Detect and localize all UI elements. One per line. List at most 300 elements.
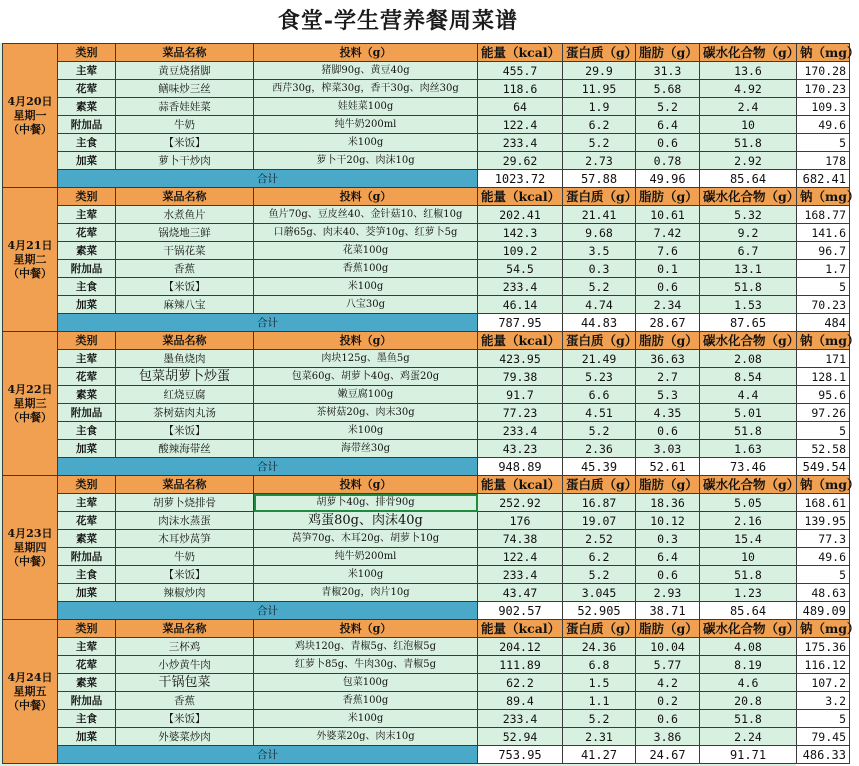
category-cell[interactable]: 加菜 (58, 584, 116, 602)
carbs-cell[interactable]: 2.4 (700, 98, 797, 116)
fat-cell[interactable]: 10.04 (636, 638, 700, 656)
protein-cell[interactable]: 2.31 (563, 728, 636, 746)
category-cell[interactable]: 素菜 (58, 386, 116, 404)
category-cell[interactable]: 主食 (58, 710, 116, 728)
fat-cell[interactable]: 5.3 (636, 386, 700, 404)
protein-cell[interactable]: 1.9 (563, 98, 636, 116)
category-cell[interactable]: 主荤 (58, 494, 116, 512)
sodium-cell[interactable]: 139.95 (797, 512, 850, 530)
energy-cell[interactable]: 455.7 (478, 62, 563, 80)
fat-cell[interactable]: 4.2 (636, 674, 700, 692)
dish-cell[interactable]: 【米饭】 (116, 278, 254, 296)
carbs-cell[interactable]: 13.1 (700, 260, 797, 278)
sodium-cell[interactable]: 3.2 (797, 692, 850, 710)
dish-cell[interactable]: 小炒黄牛肉 (116, 656, 254, 674)
fat-cell[interactable]: 3.86 (636, 728, 700, 746)
carbs-cell[interactable]: 51.8 (700, 278, 797, 296)
ingredients-cell[interactable]: 米100g (254, 134, 478, 152)
header-ingredients[interactable]: 投料（g） (254, 44, 478, 62)
header-ingredients[interactable]: 投料（g） (254, 332, 478, 350)
protein-cell[interactable]: 1.5 (563, 674, 636, 692)
ingredients-cell[interactable]: 胡萝卜40g、排骨90g (254, 494, 478, 512)
dish-cell[interactable]: 辣椒炒肉 (116, 584, 254, 602)
carbs-cell[interactable]: 6.7 (700, 242, 797, 260)
total-sodium[interactable]: 484 (797, 314, 850, 332)
energy-cell[interactable]: 233.4 (478, 566, 563, 584)
dish-cell[interactable]: 外婆菜炒肉 (116, 728, 254, 746)
ingredients-cell[interactable]: 纯牛奶200ml (254, 116, 478, 134)
total-label[interactable]: 合计 (58, 170, 478, 188)
sodium-cell[interactable]: 95.6 (797, 386, 850, 404)
header-fat[interactable]: 脂肪（g） (636, 188, 700, 206)
fat-cell[interactable]: 0.6 (636, 422, 700, 440)
ingredients-cell[interactable]: 青椒20g，肉片10g (254, 584, 478, 602)
fat-cell[interactable]: 36.63 (636, 350, 700, 368)
energy-cell[interactable]: 233.4 (478, 710, 563, 728)
fat-cell[interactable]: 0.6 (636, 134, 700, 152)
sodium-cell[interactable]: 5 (797, 422, 850, 440)
fat-cell[interactable]: 6.4 (636, 116, 700, 134)
ingredients-cell[interactable]: 米100g (254, 710, 478, 728)
protein-cell[interactable]: 1.1 (563, 692, 636, 710)
sodium-cell[interactable]: 5 (797, 710, 850, 728)
energy-cell[interactable]: 79.38 (478, 368, 563, 386)
protein-cell[interactable]: 4.74 (563, 296, 636, 314)
fat-cell[interactable]: 0.6 (636, 710, 700, 728)
protein-cell[interactable]: 0.3 (563, 260, 636, 278)
dish-cell[interactable]: 【米饭】 (116, 422, 254, 440)
fat-cell[interactable]: 7.42 (636, 224, 700, 242)
carbs-cell[interactable]: 10 (700, 116, 797, 134)
category-cell[interactable]: 主荤 (58, 350, 116, 368)
carbs-cell[interactable]: 13.6 (700, 62, 797, 80)
total-energy[interactable]: 787.95 (478, 314, 563, 332)
fat-cell[interactable]: 6.4 (636, 548, 700, 566)
header-category[interactable]: 类别 (58, 332, 116, 350)
category-cell[interactable]: 素菜 (58, 530, 116, 548)
energy-cell[interactable]: 54.5 (478, 260, 563, 278)
carbs-cell[interactable]: 5.01 (700, 404, 797, 422)
sodium-cell[interactable]: 109.3 (797, 98, 850, 116)
carbs-cell[interactable]: 4.4 (700, 386, 797, 404)
energy-cell[interactable]: 91.7 (478, 386, 563, 404)
header-dish[interactable]: 菜品名称 (116, 620, 254, 638)
category-cell[interactable]: 附加品 (58, 692, 116, 710)
carbs-cell[interactable]: 2.16 (700, 512, 797, 530)
energy-cell[interactable]: 233.4 (478, 278, 563, 296)
sodium-cell[interactable]: 97.26 (797, 404, 850, 422)
energy-cell[interactable]: 252.92 (478, 494, 563, 512)
dish-cell[interactable]: 水煮鱼片 (116, 206, 254, 224)
header-category[interactable]: 类别 (58, 620, 116, 638)
category-cell[interactable]: 加菜 (58, 296, 116, 314)
sodium-cell[interactable]: 168.61 (797, 494, 850, 512)
fat-cell[interactable]: 4.35 (636, 404, 700, 422)
ingredients-cell[interactable]: 米100g (254, 278, 478, 296)
header-sodium[interactable]: 钠（mg） (797, 476, 850, 494)
ingredients-cell[interactable]: 纯牛奶200ml (254, 548, 478, 566)
dish-cell[interactable]: 牛奶 (116, 116, 254, 134)
carbs-cell[interactable]: 8.19 (700, 656, 797, 674)
energy-cell[interactable]: 52.94 (478, 728, 563, 746)
ingredients-cell[interactable]: 猪脚90g、黄豆40g (254, 62, 478, 80)
header-ingredients[interactable]: 投料（g） (254, 476, 478, 494)
energy-cell[interactable]: 111.89 (478, 656, 563, 674)
sodium-cell[interactable]: 48.63 (797, 584, 850, 602)
carbs-cell[interactable]: 15.4 (700, 530, 797, 548)
category-cell[interactable]: 主食 (58, 278, 116, 296)
total-label[interactable]: 合计 (58, 314, 478, 332)
sodium-cell[interactable]: 170.23 (797, 80, 850, 98)
header-protein[interactable]: 蛋白质（g） (563, 44, 636, 62)
header-category[interactable]: 类别 (58, 188, 116, 206)
protein-cell[interactable]: 6.2 (563, 116, 636, 134)
header-sodium[interactable]: 钠（mg） (797, 620, 850, 638)
total-sodium[interactable]: 549.54 (797, 458, 850, 476)
energy-cell[interactable]: 204.12 (478, 638, 563, 656)
energy-cell[interactable]: 109.2 (478, 242, 563, 260)
total-carbs[interactable]: 87.65 (700, 314, 797, 332)
header-fat[interactable]: 脂肪（g） (636, 620, 700, 638)
fat-cell[interactable]: 5.77 (636, 656, 700, 674)
carbs-cell[interactable]: 5.05 (700, 494, 797, 512)
ingredients-cell[interactable]: 红萝卜85g、牛肉30g、青椒5g (254, 656, 478, 674)
ingredients-cell[interactable]: 花菜100g (254, 242, 478, 260)
energy-cell[interactable]: 43.23 (478, 440, 563, 458)
dish-cell[interactable]: 锅烧地三鲜 (116, 224, 254, 242)
category-cell[interactable]: 素菜 (58, 674, 116, 692)
energy-cell[interactable]: 29.62 (478, 152, 563, 170)
ingredients-cell[interactable]: 茶树菇20g、肉末30g (254, 404, 478, 422)
total-protein[interactable]: 44.83 (563, 314, 636, 332)
fat-cell[interactable]: 0.2 (636, 692, 700, 710)
fat-cell[interactable]: 18.36 (636, 494, 700, 512)
protein-cell[interactable]: 6.6 (563, 386, 636, 404)
energy-cell[interactable]: 118.6 (478, 80, 563, 98)
dish-cell[interactable]: 墨鱼烧肉 (116, 350, 254, 368)
fat-cell[interactable]: 0.6 (636, 566, 700, 584)
energy-cell[interactable]: 62.2 (478, 674, 563, 692)
header-fat[interactable]: 脂肪（g） (636, 476, 700, 494)
category-cell[interactable]: 加菜 (58, 728, 116, 746)
protein-cell[interactable]: 21.41 (563, 206, 636, 224)
protein-cell[interactable]: 5.2 (563, 422, 636, 440)
fat-cell[interactable]: 10.61 (636, 206, 700, 224)
header-fat[interactable]: 脂肪（g） (636, 44, 700, 62)
protein-cell[interactable]: 11.95 (563, 80, 636, 98)
header-ingredients[interactable]: 投料（g） (254, 188, 478, 206)
ingredients-cell[interactable]: 香蕉100g (254, 260, 478, 278)
sodium-cell[interactable]: 79.45 (797, 728, 850, 746)
category-cell[interactable]: 主食 (58, 566, 116, 584)
sodium-cell[interactable]: 70.23 (797, 296, 850, 314)
protein-cell[interactable]: 4.51 (563, 404, 636, 422)
header-ingredients[interactable]: 投料（g） (254, 620, 478, 638)
fat-cell[interactable]: 10.12 (636, 512, 700, 530)
total-protein[interactable]: 45.39 (563, 458, 636, 476)
ingredients-cell[interactable]: 八宝30g (254, 296, 478, 314)
header-sodium[interactable]: 钠（mg） (797, 44, 850, 62)
header-carbs[interactable]: 碳水化合物（g） (700, 332, 797, 350)
carbs-cell[interactable]: 8.54 (700, 368, 797, 386)
ingredients-cell[interactable]: 鸡块120g、青椒5g、红泡椒5g (254, 638, 478, 656)
energy-cell[interactable]: 77.23 (478, 404, 563, 422)
sodium-cell[interactable]: 107.2 (797, 674, 850, 692)
total-protein[interactable]: 41.27 (563, 746, 636, 764)
category-cell[interactable]: 加菜 (58, 152, 116, 170)
carbs-cell[interactable]: 1.53 (700, 296, 797, 314)
energy-cell[interactable]: 202.41 (478, 206, 563, 224)
category-cell[interactable]: 花荤 (58, 80, 116, 98)
ingredients-cell[interactable]: 包菜100g (254, 674, 478, 692)
carbs-cell[interactable]: 1.23 (700, 584, 797, 602)
header-energy[interactable]: 能量（kcal） (478, 332, 563, 350)
total-carbs[interactable]: 85.64 (700, 602, 797, 620)
fat-cell[interactable]: 2.34 (636, 296, 700, 314)
header-carbs[interactable]: 碳水化合物（g） (700, 188, 797, 206)
fat-cell[interactable]: 31.3 (636, 62, 700, 80)
ingredients-cell[interactable]: 包菜60g、胡萝卜40g、鸡蛋20g (254, 368, 478, 386)
header-category[interactable]: 类别 (58, 44, 116, 62)
sodium-cell[interactable]: 178 (797, 152, 850, 170)
protein-cell[interactable]: 5.23 (563, 368, 636, 386)
sodium-cell[interactable]: 170.28 (797, 62, 850, 80)
header-protein[interactable]: 蛋白质（g） (563, 476, 636, 494)
protein-cell[interactable]: 21.49 (563, 350, 636, 368)
protein-cell[interactable]: 19.07 (563, 512, 636, 530)
protein-cell[interactable]: 29.9 (563, 62, 636, 80)
ingredients-cell[interactable]: 西芹30g，榨菜30g，香干30g、肉丝30g (254, 80, 478, 98)
header-fat[interactable]: 脂肪（g） (636, 332, 700, 350)
dish-cell[interactable]: 红烧豆腐 (116, 386, 254, 404)
category-cell[interactable]: 主食 (58, 422, 116, 440)
category-cell[interactable]: 附加品 (58, 260, 116, 278)
fat-cell[interactable]: 2.93 (636, 584, 700, 602)
dish-cell[interactable]: 木耳炒莴笋 (116, 530, 254, 548)
carbs-cell[interactable]: 51.8 (700, 710, 797, 728)
fat-cell[interactable]: 2.7 (636, 368, 700, 386)
sodium-cell[interactable]: 116.12 (797, 656, 850, 674)
sodium-cell[interactable]: 175.36 (797, 638, 850, 656)
energy-cell[interactable]: 46.14 (478, 296, 563, 314)
fat-cell[interactable]: 7.6 (636, 242, 700, 260)
header-dish[interactable]: 菜品名称 (116, 44, 254, 62)
ingredients-cell[interactable]: 嫩豆腐100g (254, 386, 478, 404)
sodium-cell[interactable]: 5 (797, 566, 850, 584)
fat-cell[interactable]: 0.78 (636, 152, 700, 170)
protein-cell[interactable]: 6.2 (563, 548, 636, 566)
protein-cell[interactable]: 16.87 (563, 494, 636, 512)
total-energy[interactable]: 753.95 (478, 746, 563, 764)
sodium-cell[interactable]: 52.58 (797, 440, 850, 458)
energy-cell[interactable]: 122.4 (478, 548, 563, 566)
header-energy[interactable]: 能量（kcal） (478, 476, 563, 494)
energy-cell[interactable]: 142.3 (478, 224, 563, 242)
carbs-cell[interactable]: 4.6 (700, 674, 797, 692)
dish-cell[interactable]: 肉沫水蒸蛋 (116, 512, 254, 530)
sodium-cell[interactable]: 1.7 (797, 260, 850, 278)
ingredients-cell[interactable]: 萝卜干20g、肉沫10g (254, 152, 478, 170)
category-cell[interactable]: 主食 (58, 134, 116, 152)
carbs-cell[interactable]: 2.24 (700, 728, 797, 746)
header-energy[interactable]: 能量（kcal） (478, 620, 563, 638)
carbs-cell[interactable]: 51.8 (700, 422, 797, 440)
fat-cell[interactable]: 0.1 (636, 260, 700, 278)
energy-cell[interactable]: 74.38 (478, 530, 563, 548)
ingredients-cell[interactable]: 外婆菜20g、肉末10g (254, 728, 478, 746)
total-sodium[interactable]: 682.41 (797, 170, 850, 188)
sodium-cell[interactable]: 141.6 (797, 224, 850, 242)
category-cell[interactable]: 附加品 (58, 548, 116, 566)
dish-cell[interactable]: 香蕉 (116, 692, 254, 710)
carbs-cell[interactable]: 51.8 (700, 566, 797, 584)
total-fat[interactable]: 28.67 (636, 314, 700, 332)
fat-cell[interactable]: 3.03 (636, 440, 700, 458)
protein-cell[interactable]: 3.5 (563, 242, 636, 260)
dish-cell[interactable]: 干锅花菜 (116, 242, 254, 260)
dish-cell[interactable]: 香蕉 (116, 260, 254, 278)
sodium-cell[interactable]: 171 (797, 350, 850, 368)
dish-cell[interactable]: 蒜香娃娃菜 (116, 98, 254, 116)
header-dish[interactable]: 菜品名称 (116, 332, 254, 350)
total-sodium[interactable]: 486.33 (797, 746, 850, 764)
dish-cell[interactable]: 胡萝卜烧排骨 (116, 494, 254, 512)
energy-cell[interactable]: 233.4 (478, 134, 563, 152)
sodium-cell[interactable]: 128.1 (797, 368, 850, 386)
protein-cell[interactable]: 3.045 (563, 584, 636, 602)
total-protein[interactable]: 57.88 (563, 170, 636, 188)
dish-cell[interactable]: 萝卜干炒肉 (116, 152, 254, 170)
fat-cell[interactable]: 5.2 (636, 98, 700, 116)
carbs-cell[interactable]: 10 (700, 548, 797, 566)
sodium-cell[interactable]: 96.7 (797, 242, 850, 260)
total-carbs[interactable]: 73.46 (700, 458, 797, 476)
ingredients-cell[interactable]: 海带丝30g (254, 440, 478, 458)
carbs-cell[interactable]: 2.92 (700, 152, 797, 170)
total-label[interactable]: 合计 (58, 458, 478, 476)
total-energy[interactable]: 1023.72 (478, 170, 563, 188)
protein-cell[interactable]: 5.2 (563, 278, 636, 296)
category-cell[interactable]: 附加品 (58, 116, 116, 134)
ingredients-cell[interactable]: 娃娃菜100g (254, 98, 478, 116)
sodium-cell[interactable]: 5 (797, 278, 850, 296)
category-cell[interactable]: 加菜 (58, 440, 116, 458)
total-label[interactable]: 合计 (58, 602, 478, 620)
carbs-cell[interactable]: 2.08 (700, 350, 797, 368)
header-category[interactable]: 类别 (58, 476, 116, 494)
sodium-cell[interactable]: 49.6 (797, 116, 850, 134)
dish-cell[interactable]: 干锅包菜 (116, 674, 254, 692)
ingredients-cell[interactable]: 鱼片70g、豆皮丝40、金针菇10、红椒10g (254, 206, 478, 224)
protein-cell[interactable]: 5.2 (563, 134, 636, 152)
dish-cell[interactable]: 鳝味炒三丝 (116, 80, 254, 98)
category-cell[interactable]: 花荤 (58, 656, 116, 674)
sodium-cell[interactable]: 168.77 (797, 206, 850, 224)
ingredients-cell[interactable]: 米100g (254, 566, 478, 584)
category-cell[interactable]: 主荤 (58, 206, 116, 224)
ingredients-cell[interactable]: 米100g (254, 422, 478, 440)
total-carbs[interactable]: 85.64 (700, 170, 797, 188)
ingredients-cell[interactable]: 肉块125g、墨鱼5g (254, 350, 478, 368)
protein-cell[interactable]: 5.2 (563, 710, 636, 728)
header-dish[interactable]: 菜品名称 (116, 476, 254, 494)
total-carbs[interactable]: 91.71 (700, 746, 797, 764)
category-cell[interactable]: 花荤 (58, 368, 116, 386)
dish-cell[interactable]: 酸辣海带丝 (116, 440, 254, 458)
dish-cell[interactable]: 【米饭】 (116, 566, 254, 584)
carbs-cell[interactable]: 20.8 (700, 692, 797, 710)
category-cell[interactable]: 花荤 (58, 512, 116, 530)
category-cell[interactable]: 主荤 (58, 638, 116, 656)
category-cell[interactable]: 素菜 (58, 98, 116, 116)
header-dish[interactable]: 菜品名称 (116, 188, 254, 206)
total-energy[interactable]: 948.89 (478, 458, 563, 476)
total-fat[interactable]: 49.96 (636, 170, 700, 188)
header-energy[interactable]: 能量（kcal） (478, 188, 563, 206)
category-cell[interactable]: 素菜 (58, 242, 116, 260)
energy-cell[interactable]: 423.95 (478, 350, 563, 368)
total-fat[interactable]: 24.67 (636, 746, 700, 764)
header-carbs[interactable]: 碳水化合物（g） (700, 620, 797, 638)
carbs-cell[interactable]: 4.92 (700, 80, 797, 98)
header-carbs[interactable]: 碳水化合物（g） (700, 476, 797, 494)
total-energy[interactable]: 902.57 (478, 602, 563, 620)
carbs-cell[interactable]: 5.32 (700, 206, 797, 224)
fat-cell[interactable]: 0.3 (636, 530, 700, 548)
carbs-cell[interactable]: 9.2 (700, 224, 797, 242)
total-fat[interactable]: 52.61 (636, 458, 700, 476)
category-cell[interactable]: 附加品 (58, 404, 116, 422)
dish-cell[interactable]: 黄豆烧猪脚 (116, 62, 254, 80)
dish-cell[interactable]: 【米饭】 (116, 134, 254, 152)
total-label[interactable]: 合计 (58, 746, 478, 764)
header-protein[interactable]: 蛋白质（g） (563, 188, 636, 206)
energy-cell[interactable]: 64 (478, 98, 563, 116)
ingredients-cell[interactable]: 鸡蛋80g、肉沫40g (254, 512, 478, 530)
energy-cell[interactable]: 122.4 (478, 116, 563, 134)
total-protein[interactable]: 52.905 (563, 602, 636, 620)
dish-cell[interactable]: 【米饭】 (116, 710, 254, 728)
ingredients-cell[interactable]: 口蘑65g、肉末40、茭笋10g、红萝卜5g (254, 224, 478, 242)
sodium-cell[interactable]: 77.3 (797, 530, 850, 548)
energy-cell[interactable]: 43.47 (478, 584, 563, 602)
carbs-cell[interactable]: 4.08 (700, 638, 797, 656)
energy-cell[interactable]: 89.4 (478, 692, 563, 710)
header-carbs[interactable]: 碳水化合物（g） (700, 44, 797, 62)
header-protein[interactable]: 蛋白质（g） (563, 620, 636, 638)
energy-cell[interactable]: 176 (478, 512, 563, 530)
dish-cell[interactable]: 包菜胡萝卜炒蛋 (116, 368, 254, 386)
protein-cell[interactable]: 2.73 (563, 152, 636, 170)
ingredients-cell[interactable]: 莴笋70g、木耳20g、胡萝卜10g (254, 530, 478, 548)
protein-cell[interactable]: 5.2 (563, 566, 636, 584)
header-sodium[interactable]: 钠（mg） (797, 188, 850, 206)
header-energy[interactable]: 能量（kcal） (478, 44, 563, 62)
sodium-cell[interactable]: 49.6 (797, 548, 850, 566)
carbs-cell[interactable]: 51.8 (700, 134, 797, 152)
protein-cell[interactable]: 2.36 (563, 440, 636, 458)
total-sodium[interactable]: 489.09 (797, 602, 850, 620)
total-fat[interactable]: 38.71 (636, 602, 700, 620)
fat-cell[interactable]: 0.6 (636, 278, 700, 296)
sodium-cell[interactable]: 5 (797, 134, 850, 152)
ingredients-cell[interactable]: 香蕉100g (254, 692, 478, 710)
dish-cell[interactable]: 牛奶 (116, 548, 254, 566)
category-cell[interactable]: 主荤 (58, 62, 116, 80)
protein-cell[interactable]: 9.68 (563, 224, 636, 242)
category-cell[interactable]: 花荤 (58, 224, 116, 242)
protein-cell[interactable]: 2.52 (563, 530, 636, 548)
